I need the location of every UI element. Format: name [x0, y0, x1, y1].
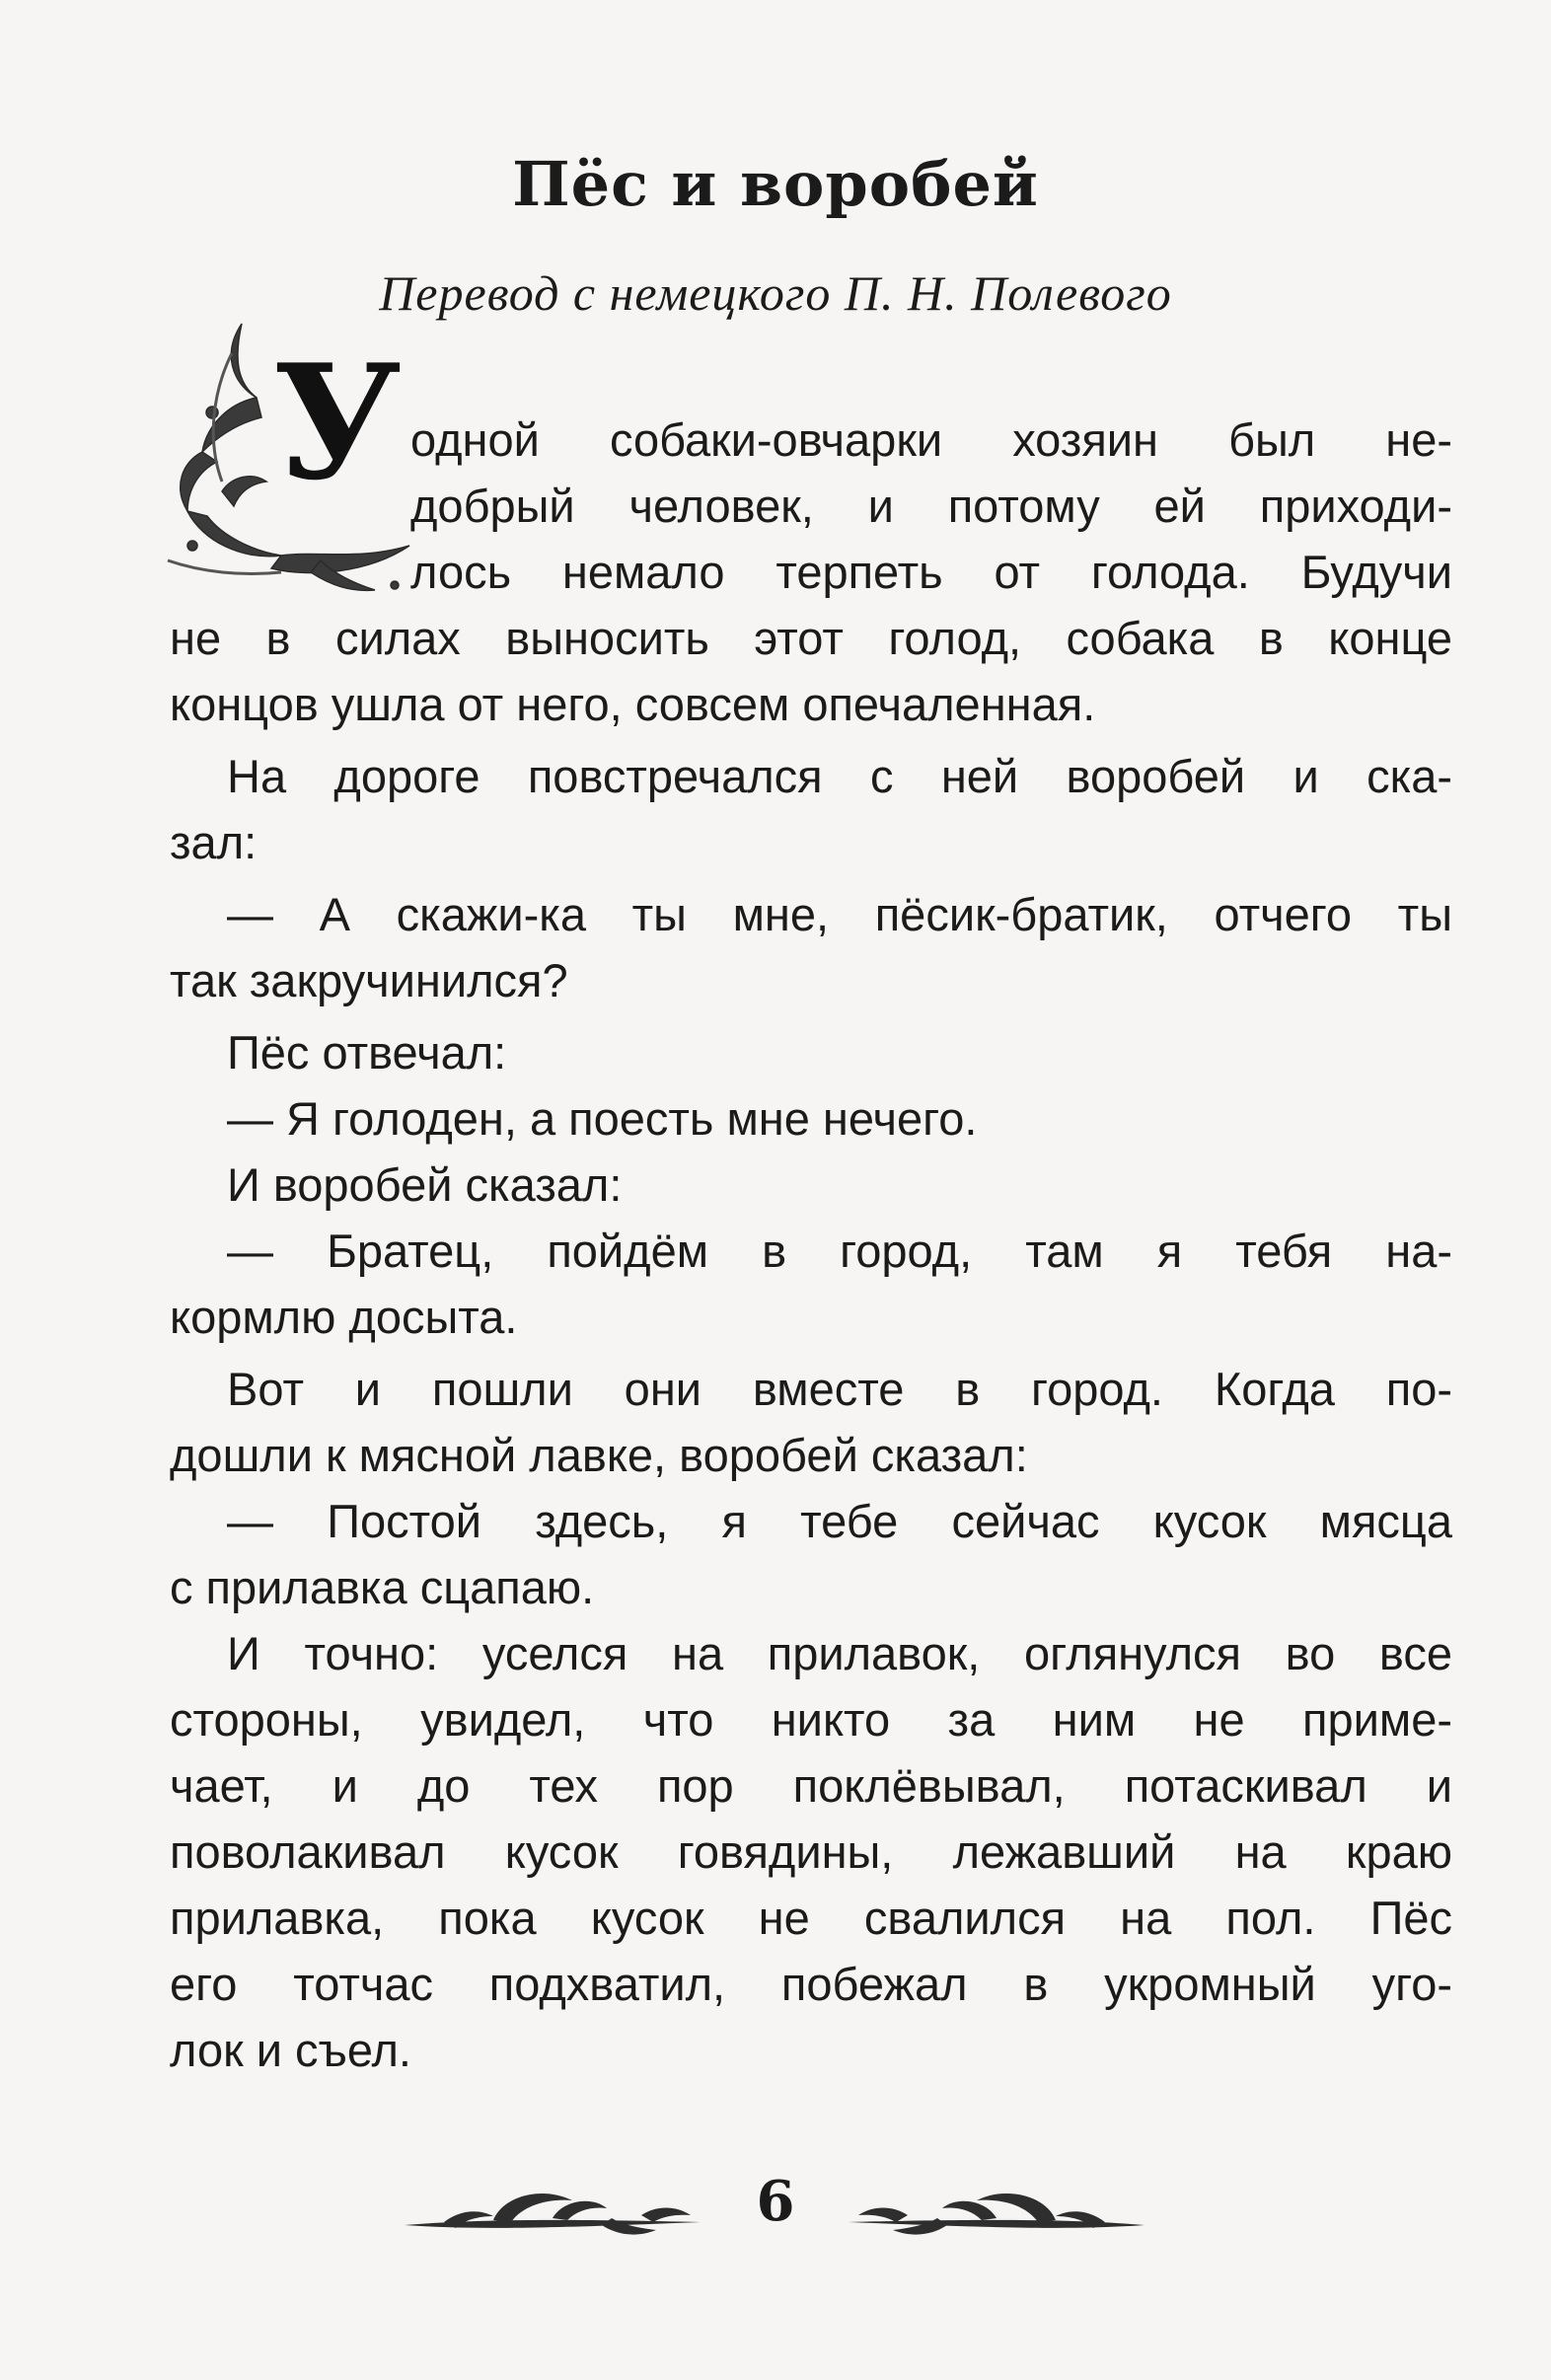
text-line: добрый человек, и потому ей приходи- [410, 480, 1452, 532]
text-line: его тотчас подхватил, побежал в укромный уго- [170, 1958, 1452, 2010]
right-flourish-icon [849, 2171, 1145, 2250]
page-footer [0, 2151, 1551, 2269]
drop-cap-letter: У [273, 330, 402, 515]
text-line: На дороге повстречался с ней воробей и ска- [227, 750, 1452, 802]
text-line: дошли к мясной лавке, воробей сказал: [170, 1429, 1028, 1481]
text-line: И воробей сказал: [227, 1158, 623, 1211]
text-line: Вот и пошли они вместе в город. Когда по- [227, 1363, 1452, 1415]
text-line: Пёс отвечал: [227, 1026, 507, 1078]
text-line: И точно: уселся на прилавок, оглянулся во все [227, 1627, 1452, 1679]
text-line: поволакивал кусок говядины, лежавший на краю [170, 1825, 1452, 1878]
text-line: — Братец, пойдём в город, там я тебя на- [227, 1225, 1452, 1277]
story-body [170, 407, 1452, 2083]
page-number: 6 [756, 2169, 795, 2234]
text-line: концов ушла от него, совсем опечаленная. [170, 678, 1096, 730]
text-line: кормлю досыта. [170, 1291, 518, 1343]
drop-cap-paragraph [170, 407, 1452, 605]
text-line: одной собаки-овчарки хозяин был не- [410, 413, 1452, 466]
text-line: — Постой здесь, я тебе сейчас кусок мясца [227, 1495, 1452, 1547]
text-line: лось немало терпеть от голода. Будучи [410, 546, 1452, 598]
story-title: Пёс и воробей [512, 148, 1039, 220]
text-line: зал: [170, 816, 258, 868]
text-line: — А скажи-ка ты мне, пёсик-братик, отчего ты [227, 888, 1452, 940]
text-line: не в силах выносить этот голод, собака в конце [170, 612, 1452, 664]
text-line: стороны, увидел, что никто за ним не приме- [170, 1693, 1452, 1746]
text-line: прилавка, пока кусок не свалился на пол. Пёс [170, 1892, 1452, 1944]
text-line: чает, и до тех пор поклёвывал, потаскивал и [170, 1759, 1452, 1812]
text-line: с прилавка сцапаю. [170, 1561, 595, 1613]
text-line: — Я голоден, а поесть мне нечего. [227, 1092, 978, 1145]
text-line: лок и съел. [170, 2024, 411, 2076]
left-flourish-icon [405, 2171, 701, 2250]
translation-credit: Перевод с немецкого П. Н. Полевого [379, 265, 1172, 321]
text-line: так закручинился? [170, 954, 568, 1006]
